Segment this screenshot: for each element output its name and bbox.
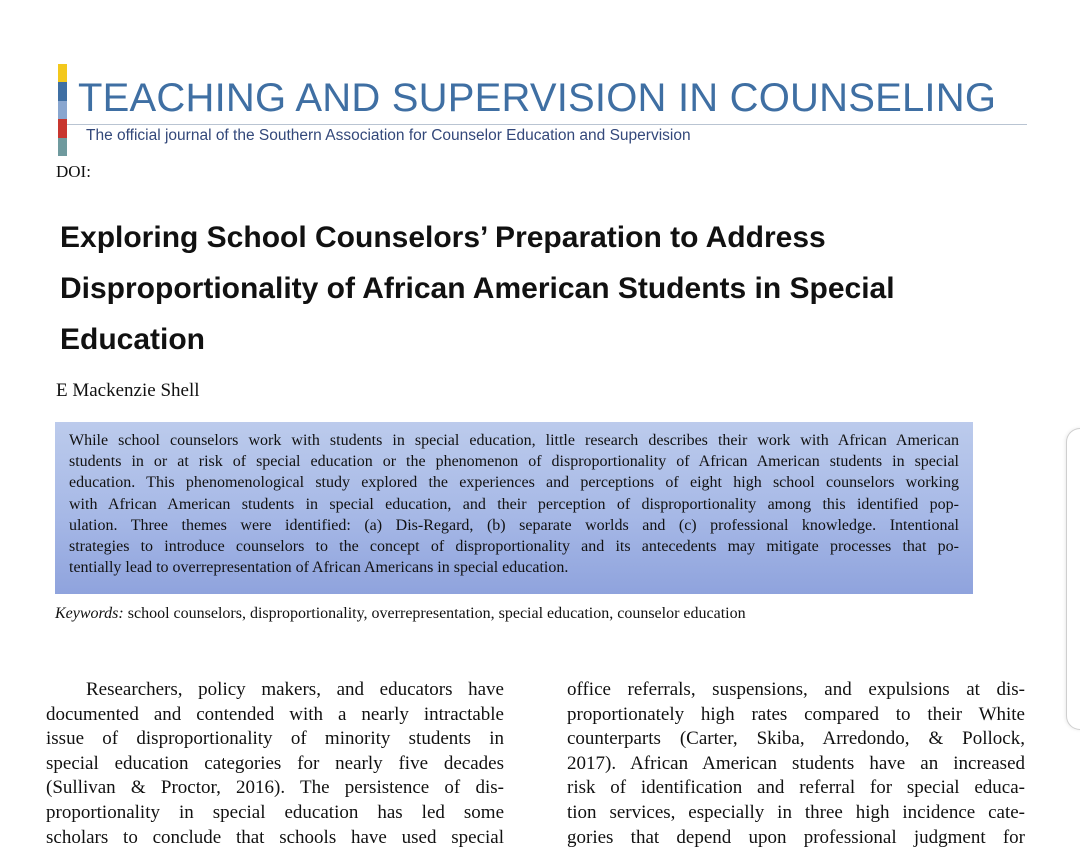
body-column-right: [567, 678, 1025, 850]
doi-label: DOI:: [56, 162, 91, 181]
body-line: counterparts (Carter, Skiba, Arredondo, & Pollock,: [567, 728, 1025, 750]
abstract-line: ulation. Three themes were identified: (a) Dis-Regard, (b) separate worlds and (c) professional knowledge. Intentional: [69, 516, 959, 534]
color-bar-segment-light-blue: [58, 101, 67, 119]
abstract-line: with African American students in special education, and their perception of disproportionality among this identified pop-: [69, 495, 959, 513]
journal-header-rule: [67, 124, 1027, 125]
page-scroll-handle[interactable]: [1066, 428, 1080, 730]
abstract-line: education. This phenomenological study explored the experiences and perceptions of eight high school counselors working: [69, 474, 959, 492]
color-bar-segment-blue: [58, 82, 67, 100]
color-bar-segment-red: [58, 119, 67, 137]
body-line: proportionately high rates compared to their White: [567, 703, 1025, 725]
color-bar-segment-yellow: [58, 64, 67, 82]
author-name: E Mackenzie Shell: [56, 380, 200, 401]
body-line: (Sullivan & Proctor, 2016). The persistence of dis-: [46, 777, 504, 799]
body-line: issue of disproportionality of minority students in: [46, 728, 504, 750]
body-line: risk of identification and referral for special educa-: [567, 777, 1025, 799]
keywords-list: school counselors, disproportionality, overrepresentation, special education, counselor education: [127, 605, 746, 622]
abstract-line: tentially lead to overrepresentation of African Americans in special education.: [69, 559, 569, 577]
body-line: documented and contended with a nearly intractable: [46, 703, 504, 725]
body-line: Researchers, policy makers, and educators have: [86, 679, 504, 700]
paper-title-line: Education: [60, 323, 206, 356]
abstract-box: [55, 422, 973, 594]
body-line: gories that depend upon professional judgment for: [567, 826, 1025, 848]
body-line: proportionality in special education has led some: [46, 801, 504, 823]
body-line: special education categories for nearly five decades: [46, 752, 504, 774]
body-line: tion services, especially in three high incidence cate-: [567, 801, 1025, 823]
journal-subtitle: The official journal of the Southern Association for Counselor Education and Supervision: [86, 127, 691, 144]
keywords-label: Keywords:: [55, 605, 124, 622]
body-column-left: [46, 678, 504, 850]
body-line: scholars to conclude that schools have used special: [46, 826, 504, 848]
paper-title-line: Exploring School Counselors’ Preparation to Address: [60, 221, 826, 254]
abstract-line: strategies to introduce counselors to the concept of disproportionality and its antecedents may mitigate processes that po-: [69, 538, 959, 556]
color-bar-segment-teal: [58, 138, 67, 156]
abstract-line: While school counselors work with students in special education, little research describes their work with African American: [69, 432, 959, 449]
paper-title-line: Disproportionality of African American Students in Special: [60, 272, 895, 305]
body-line: office referrals, suspensions, and expulsions at dis-: [567, 679, 1025, 700]
journal-title: TEACHING AND SUPERVISION IN COUNSELING: [78, 76, 997, 120]
paper-title: [60, 212, 1020, 365]
journal-color-bar: [58, 64, 67, 156]
keywords: [55, 605, 746, 623]
abstract-line: students in or at risk of special education or the phenomenon of disproportionality of African American students in special: [69, 453, 959, 471]
body-line: 2017). African American students have an increased: [567, 752, 1025, 774]
